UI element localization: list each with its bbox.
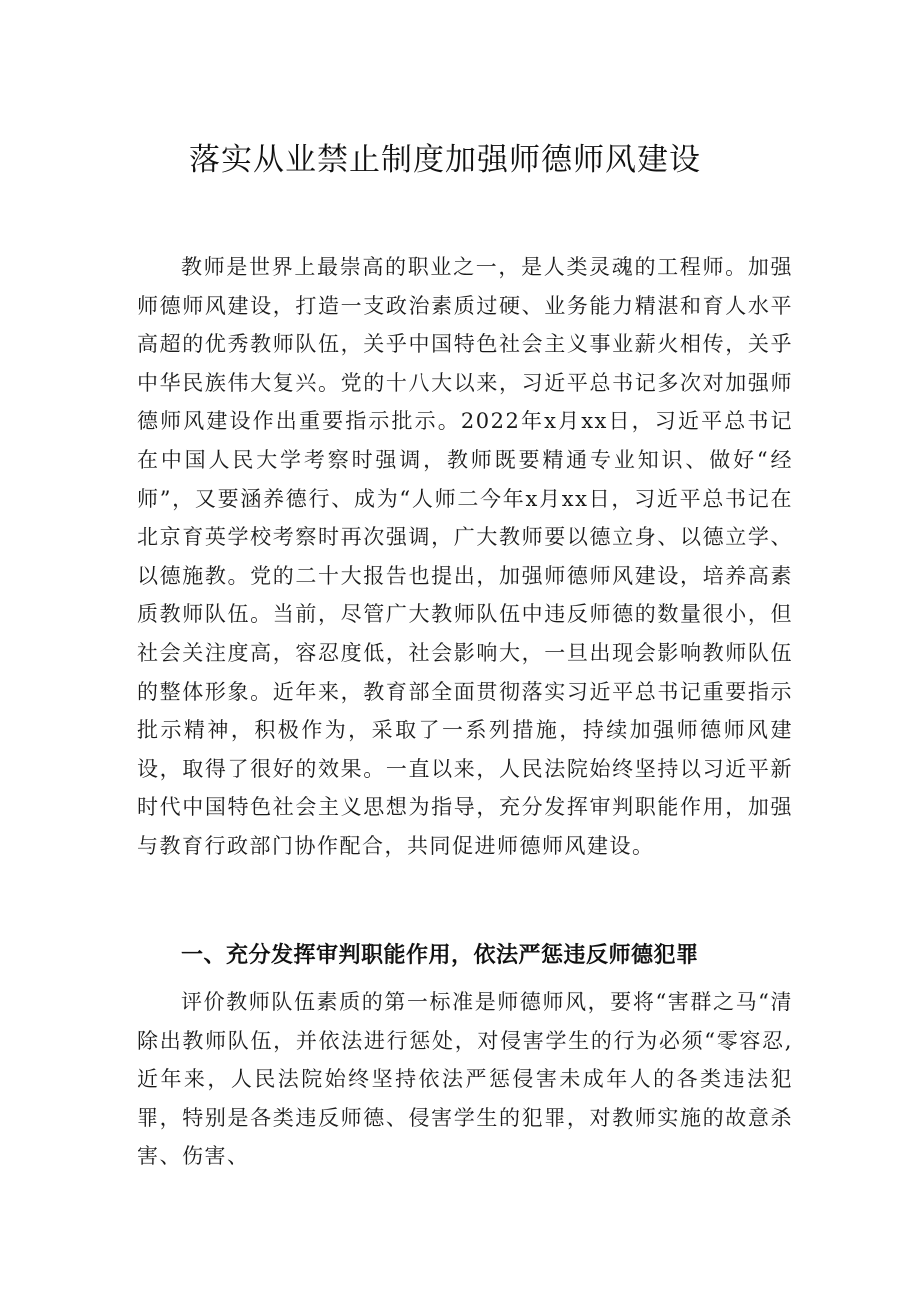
paragraph-intro: 教师是世界上最崇高的职业之一，是人类灵魂的工程师。加强师德师风建设，打造一支政治素质过硬、业务能力精湛和育人水平高超的优秀教师队伍，关乎中国特色社会主义事业薪火相传，关乎中华民族伟大复兴。党的十八大以来，习近平总书记多次对加强师德师风建设作出重要指示批示。2022年x月xx日，习近平总书记在中国人民大学考察时强调，教师既要精通专业知识、做好“经师”，又要涵养德行、成为“人师二今年x月xx日，习近平总书记在北京育英学校考察时再次强调，广大教师要以德立身、以德立学、以德施教。党的二十大报告也提出，加强师德师风建设，培养高素质教师队伍。当前，尽管广大教师队伍中违反师德的数量很小，但社会关注度高，容忍度低，社会影响大，一旦出现会影响教师队伍的整体形象。近年来，教育部全面贯彻落实习近平总书记重要指示批示精神，积极作为，采取了一系列措施，持续加强师德师风建设，取得了很好的效果。一直以来，人民法院始终坚持以习近平新时代中国特色社会主义思想为指导，充分发挥审判职能作用，加强与教育行政部门协作配合，共同促进师德师风建设。: [137, 255, 793, 858]
section-heading-1: 一、充分发挥审判职能作用，依法严惩违反师德犯罪: [181, 943, 699, 968]
paragraph-section-1: 评价教师队伍素质的第一标准是师德师风，要将“害群之马“清除出教师队伍，并依法进行惩处，对侵害学生的行为必须“零容忍,近年来，人民法院始终坚持依法严惩侵害未成年人的各类违法犯罪，特别是各类违反师德、侵害学生的犯罪，对教师实施的故意杀害、伤害、: [137, 990, 793, 1169]
document-title: 落实从业禁止制度加强师德师风建设: [189, 142, 701, 178]
